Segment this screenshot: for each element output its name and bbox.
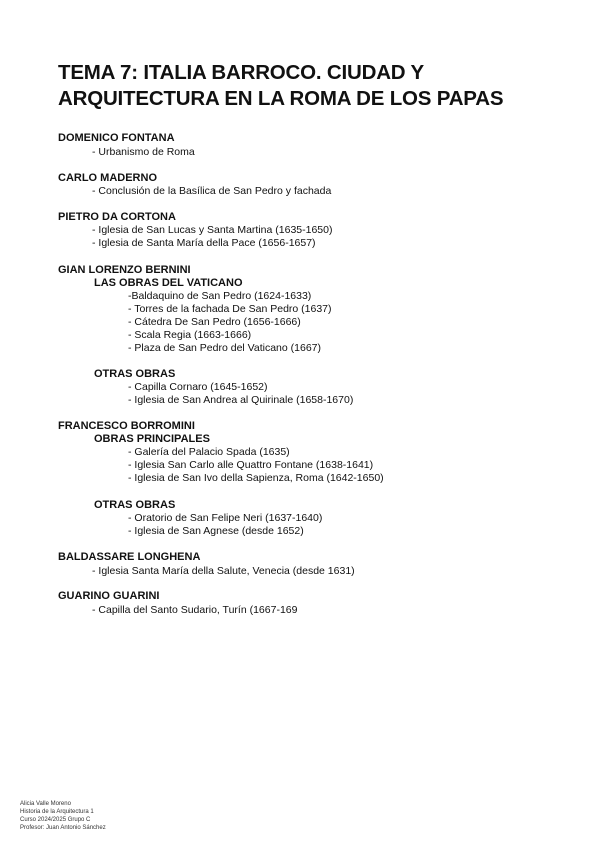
list-item: - Iglesia de San Andrea al Quirinale (1658-1670) [128,394,354,406]
footer-author: Alicia Valle Moreno [20,801,71,807]
list-item: - Urbanismo de Roma [92,146,195,158]
list-item: - Capilla Cornaro (1645-1652) [128,381,268,393]
subheading-other-works: OTRAS OBRAS [94,499,176,511]
list-item: - Scala Regia (1663-1666) [128,329,252,341]
section-heading-bernini: GIAN LORENZO BERNINI [58,264,191,276]
page-title [58,60,578,112]
list-item: - Iglesia de San Lucas y Santa Martina (1635-1650) [92,224,333,236]
title-line-2: ARQUITECTURA EN LA ROMA DE LOS PAPAS [58,87,504,110]
list-item: - Iglesia San Carlo alle Quattro Fontane (1638-1641) [128,459,374,471]
section-heading-maderno: CARLO MADERNO [58,172,157,184]
list-item: - Iglesia de San Ivo della Sapienza, Roma (1642-1650) [128,472,384,484]
list-item: - Conclusión de la Basílica de San Pedro y fachada [92,185,332,197]
list-item: - Cátedra De San Pedro (1656-1666) [128,316,301,328]
section-heading-cortona: PIETRO DA CORTONA [58,211,176,223]
list-item: - Iglesia de Santa María della Pace (1656-1657) [92,237,316,249]
list-item: - Plaza de San Pedro del Vaticano (1667) [128,342,322,354]
footer-subject: Historia de la Arquitectura 1 [20,809,94,815]
list-item: - Capilla del Santo Sudario, Turín (1667-169 [92,604,298,616]
section-heading-guarini: GUARINO GUARINI [58,590,160,602]
list-item: - Iglesia de San Agnese (desde 1652) [128,525,304,537]
list-item: - Oratorio de San Felipe Neri (1637-1640) [128,512,323,524]
list-item: - Galería del Palacio Spada (1635) [128,446,290,458]
footer-course: Curso 2024/2025 Grupo C [20,817,91,823]
page-footer [20,800,106,832]
section-heading-longhena: BALDASSARE LONGHENA [58,551,201,563]
section-heading-borromini: FRANCESCO BORROMINI [58,420,195,432]
footer-professor: Profesor: Juan Antonio Sánchez [20,825,106,831]
title-line-1: TEMA 7: ITALIA BARROCO. CIUDAD Y [58,61,425,84]
subheading-main-works: OBRAS PRINCIPALES [94,433,210,445]
subheading-other-works: OTRAS OBRAS [94,368,176,380]
list-item: -Baldaquino de San Pedro (1624-1633) [128,290,312,302]
list-item: - Iglesia Santa María della Salute, Venecia (desde 1631) [92,565,355,577]
list-item: - Torres de la fachada De San Pedro (1637) [128,303,332,315]
section-heading-fontana: DOMENICO FONTANA [58,132,175,144]
subheading-vatican-works: LAS OBRAS DEL VATICANO [94,277,243,289]
